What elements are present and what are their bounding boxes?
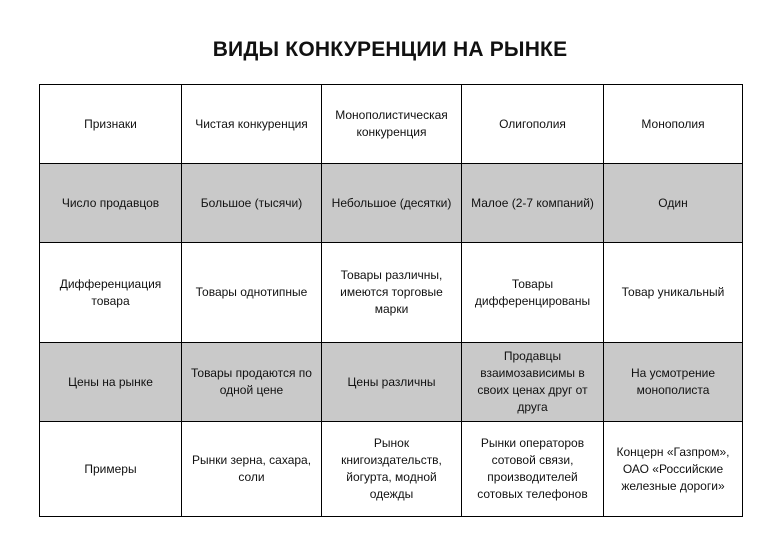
table-row xyxy=(40,164,743,243)
table-cell: Товары различны, имеются торговые марки xyxy=(322,243,462,343)
table-row xyxy=(40,343,743,422)
table-cell: Товары однотипные xyxy=(182,243,322,343)
table-header-row xyxy=(40,85,743,164)
header-cell-monopoly: Монополия xyxy=(604,85,743,164)
row-label: Число продавцов xyxy=(40,164,182,243)
table-cell: Большое (тысячи) xyxy=(182,164,322,243)
table-cell: Товар уникальный xyxy=(604,243,743,343)
table-cell: Товары дифференцированы xyxy=(462,243,604,343)
table-cell: Малое (2-7 компаний) xyxy=(462,164,604,243)
header-cell-monopolistic-competition: Монополистическая конкуренция xyxy=(322,85,462,164)
header-cell-perfect-competition: Чистая конкуренция xyxy=(182,85,322,164)
row-label: Примеры xyxy=(40,422,182,517)
table-cell: Рынок книгоиздательств, йогурта, модной одежды xyxy=(322,422,462,517)
header-cell-oligopoly: Олигополия xyxy=(462,85,604,164)
table-cell: На усмотрение монополиста xyxy=(604,343,743,422)
header-cell-features: Признаки xyxy=(40,85,182,164)
table-row xyxy=(40,422,743,517)
table-cell: Цены различны xyxy=(322,343,462,422)
table-row xyxy=(40,243,743,343)
table-cell: Продавцы взаимозависимы в своих ценах друг от друга xyxy=(462,343,604,422)
table-cell: Рынки операторов сотовой связи, производителей сотовых телефонов xyxy=(462,422,604,517)
row-label: Цены на рынке xyxy=(40,343,182,422)
table-cell: Один xyxy=(604,164,743,243)
table-cell: Концерн «Газпром», ОАО «Российские железные дороги» xyxy=(604,422,743,517)
competition-types-table xyxy=(39,84,743,517)
page-title: ВИДЫ КОНКУРЕНЦИИ НА РЫНКЕ xyxy=(212,38,568,61)
table-cell: Рынки зерна, сахара, соли xyxy=(182,422,322,517)
table-cell: Товары продаются по одной цене xyxy=(182,343,322,422)
table-cell: Небольшое (десятки) xyxy=(322,164,462,243)
row-label: Дифференциация товара xyxy=(40,243,182,343)
